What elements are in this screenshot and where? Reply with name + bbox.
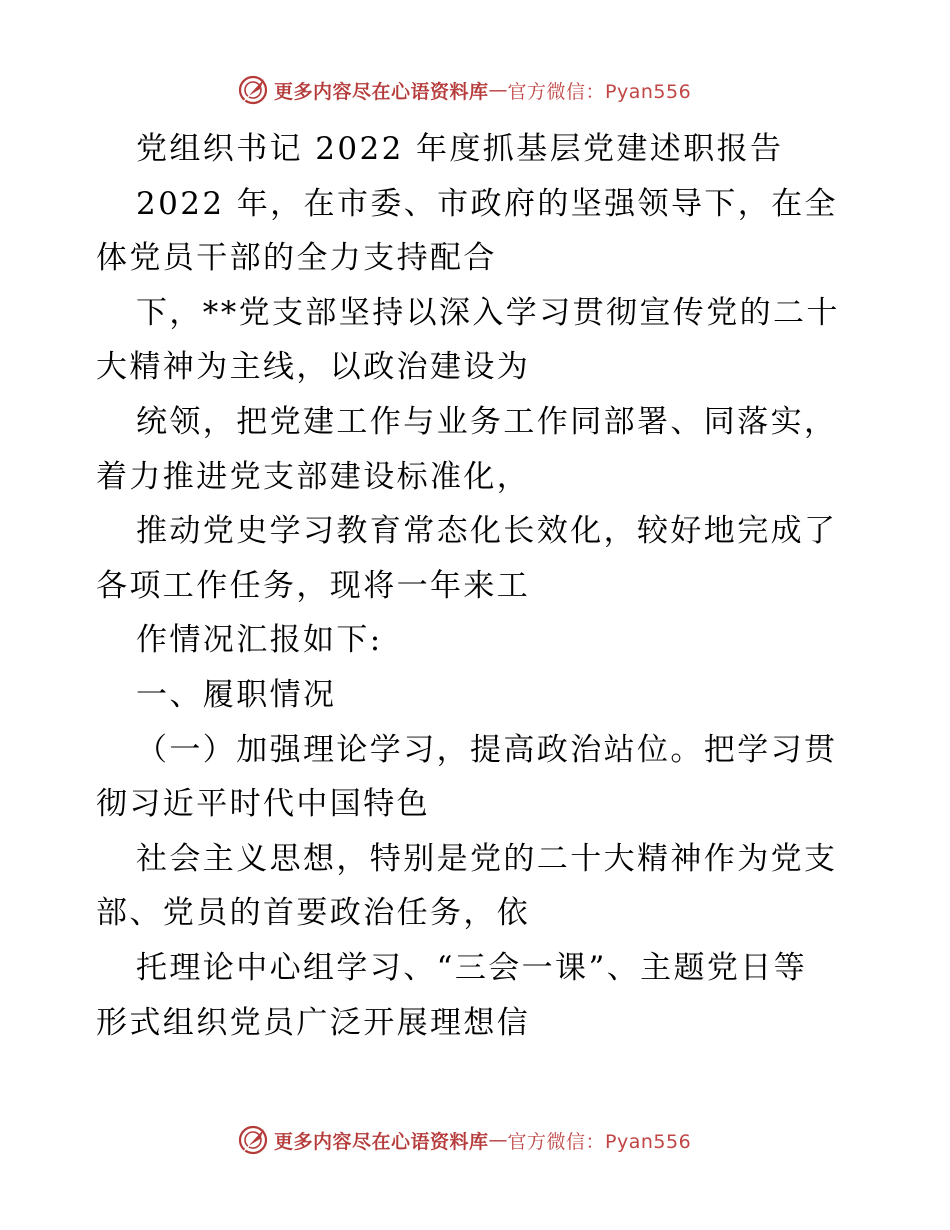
body-text-line: 下，**党支部坚持以深入学习贯彻宣传党的二十 [136, 294, 840, 331]
body-text-line: 着力推进党支部建设标准化， [96, 458, 531, 495]
body-text-line: 作情况汇报如下: [136, 622, 383, 659]
body-text-line: 托理论中心组学习、“三会一课”、主题党日等 [136, 949, 808, 986]
quill-logo-icon [236, 1123, 270, 1157]
body-text-line: 体党员干部的全力支持配合 [96, 240, 497, 277]
header-watermark [236, 72, 691, 108]
document-title: 党组织书记 2022 年度抓基层党建述职报告 [136, 131, 784, 167]
watermark-brand-text: 更多内容尽在心语资料库 [274, 1130, 489, 1153]
body-text-line: 部、党员的首要政治任务，依 [96, 895, 531, 932]
body-text-line: 2022 年，在市委、市政府的坚强领导下，在全 [136, 185, 838, 222]
watermark-wechat-text: 官方微信：Pyan556 [507, 1130, 692, 1153]
body-text-line: 彻习近平时代中国特色 [96, 786, 430, 823]
watermark-wechat-text: 官方微信：Pyan556 [507, 80, 692, 103]
watermark-separator: — [488, 1129, 508, 1151]
body-text-line: 一、履职情况 [136, 676, 337, 713]
watermark-brand-text: 更多内容尽在心语资料库 [274, 80, 489, 103]
document-body [96, 122, 856, 1050]
body-text-line: （一）加强理论学习，提高政治站位。把学习贯 [136, 731, 838, 768]
body-text-line: 统领，把党建工作与业务工作同部署、同落实， [136, 403, 838, 440]
body-text-line: 推动党史学习教育常态化长效化，较好地完成了 [136, 513, 838, 550]
body-text-line: 社会主义思想，特别是党的二十大精神作为党支 [136, 840, 838, 877]
footer-watermark [236, 1122, 691, 1158]
watermark-separator: — [488, 79, 508, 101]
body-text-line: 各项工作任务，现将一年来工 [96, 567, 531, 604]
quill-logo-icon [236, 73, 270, 107]
body-text-line: 形式组织党员广泛开展理想信 [96, 1004, 531, 1041]
body-text-line: 大精神为主线，以政治建设为 [96, 349, 531, 386]
